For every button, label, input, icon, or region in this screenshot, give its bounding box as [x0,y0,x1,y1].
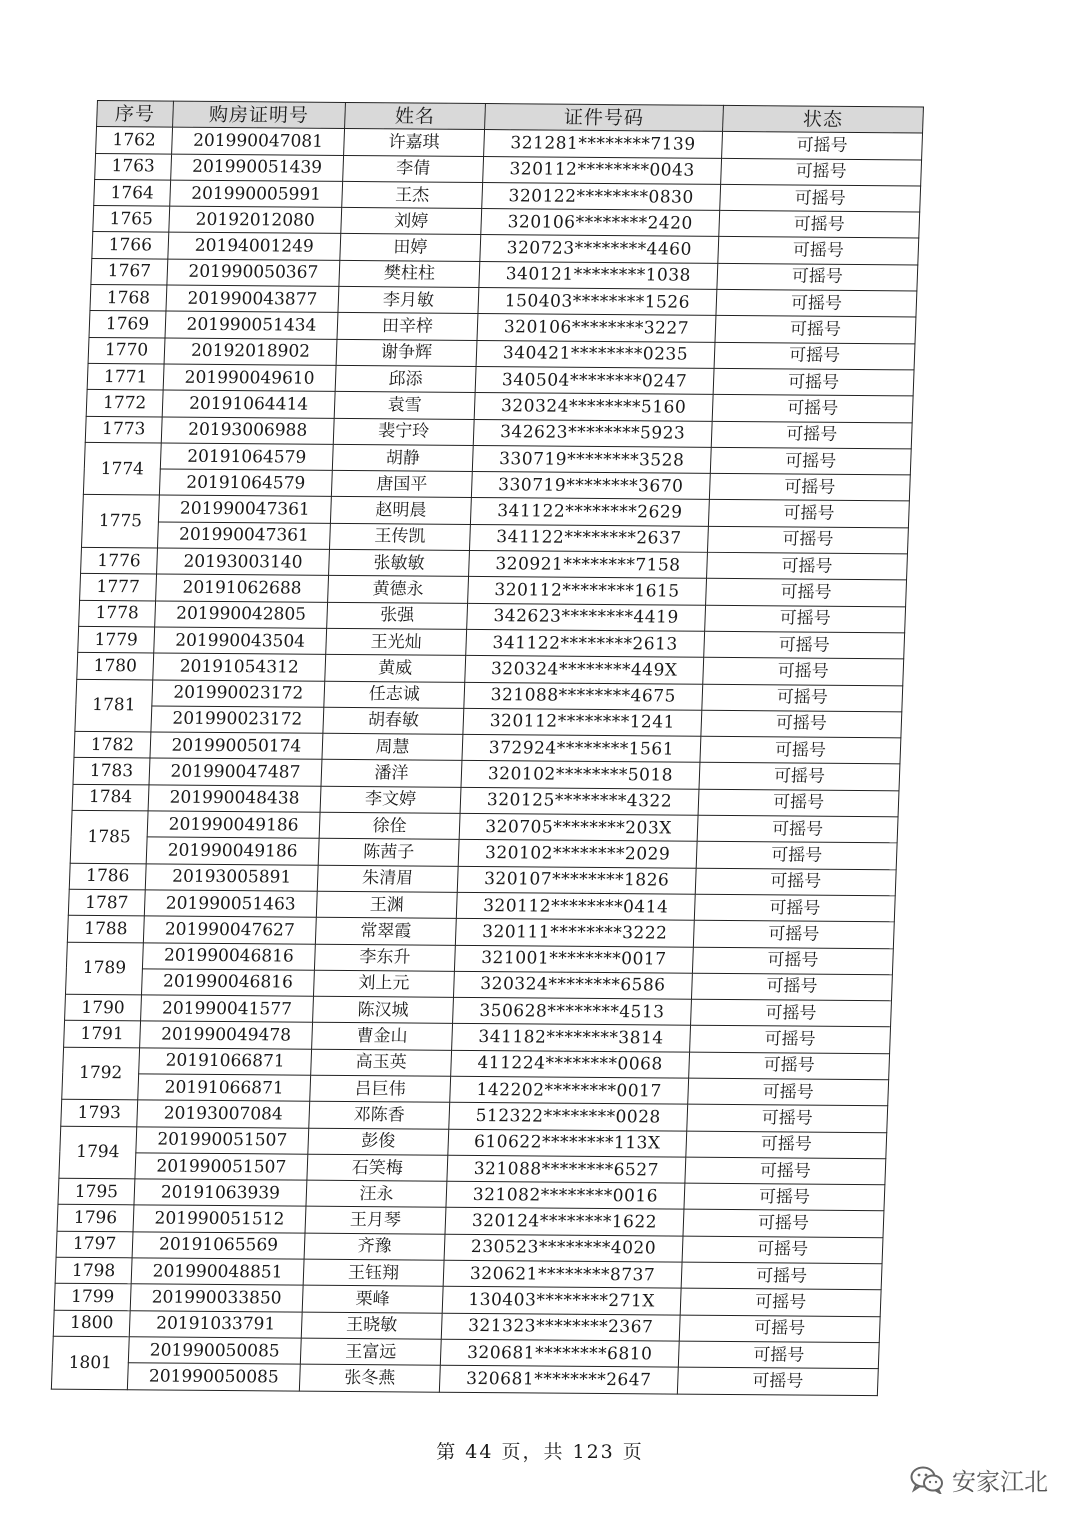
cell-id-number: 330719********3670 [471,472,710,500]
cell-status: 可摇号 [722,132,923,160]
cell-name: 彭俊 [308,1128,449,1155]
cell-status: 可摇号 [693,920,894,948]
table-row [51,1362,878,1395]
cell-seq: 1787 [68,889,145,916]
cell-id-number: 320125********4322 [460,787,699,815]
cell-seq: 1792 [62,1047,140,1100]
cell-id-number: 342623********5923 [473,419,712,447]
cell-certificate-no: 201990051507 [135,1153,308,1181]
cell-seq: 1773 [85,416,162,443]
cell-status: 可摇号 [714,342,915,370]
cell-name: 王富远 [300,1338,441,1365]
cell-name: 张强 [327,602,468,629]
cell-certificate-no: 201990048851 [131,1258,304,1286]
cell-id-number: 320106********2420 [481,209,720,237]
cell-status: 可摇号 [681,1262,882,1290]
cell-seq: 1791 [64,1021,141,1048]
cell-status: 可摇号 [686,1131,887,1159]
cell-id-number: 340504********0247 [475,366,714,394]
cell-certificate-no: 201990051512 [133,1205,306,1233]
cell-seq: 1762 [96,127,173,154]
cell-id-number: 320102********2029 [458,840,697,868]
cell-certificate-no: 201990051439 [171,154,344,182]
cell-seq: 1797 [56,1231,133,1258]
cell-status: 可摇号 [710,447,911,475]
header-name: 姓名 [345,102,486,129]
cell-name: 陈茜子 [318,839,459,866]
cell-id-number: 320324********6586 [453,971,692,999]
cell-seq: 1769 [89,311,166,338]
cell-name: 王传凯 [329,523,470,550]
cell-name: 王光灿 [326,628,467,655]
cell-name: 唐国平 [331,471,472,498]
cell-seq: 1780 [77,653,154,680]
cell-status: 可摇号 [707,526,908,554]
cell-certificate-no: 20193006988 [161,417,334,445]
cell-certificate-no: 201990047627 [143,916,316,944]
cell-seq: 1798 [55,1257,132,1284]
cell-name: 朱清眉 [317,865,458,892]
wechat-icon [910,1466,944,1494]
cell-id-number: 321281********7139 [484,130,723,158]
cell-seq: 1794 [59,1126,137,1179]
cell-certificate-no: 201990051507 [136,1126,309,1154]
cell-status: 可摇号 [679,1315,880,1343]
cell-certificate-no: 201990023172 [152,679,325,707]
cell-id-number: 320621********8737 [443,1260,682,1288]
cell-name: 高玉英 [311,1049,452,1076]
cell-id-number: 321082********0016 [446,1181,685,1209]
cell-name: 张敏敏 [329,549,470,576]
cell-certificate-no: 201990047081 [172,127,345,155]
cell-status: 可摇号 [697,815,898,843]
cell-name: 李东升 [314,944,455,971]
cell-certificate-no: 20191066871 [139,1048,312,1076]
cell-name: 李文婷 [320,786,461,813]
cell-id-number: 330719********3528 [472,445,711,473]
cell-seq: 1786 [69,863,146,890]
cell-seq: 1770 [88,337,165,364]
cell-id-number: 340421********0235 [476,340,715,368]
cell-certificate-no: 201990049610 [163,364,336,392]
cell-seq: 1785 [70,810,148,863]
cell-seq: 1801 [51,1336,129,1389]
cell-status: 可摇号 [717,263,918,291]
cell-certificate-no: 201990047361 [157,522,330,550]
cell-id-number: 321088********4675 [464,682,703,710]
cell-name: 黄德永 [328,576,469,603]
cell-seq: 1779 [78,626,155,653]
cell-name: 石笑梅 [307,1154,448,1181]
cell-seq: 1776 [81,547,158,574]
cell-certificate-no: 20191066871 [138,1074,311,1102]
cell-certificate-no: 201990041577 [141,995,314,1023]
cell-certificate-no: 201990046816 [142,942,315,970]
cell-name: 胡静 [332,444,473,471]
cell-name: 袁雪 [334,392,475,419]
cell-status: 可摇号 [680,1288,881,1316]
header-id-number: 证件号码 [485,104,724,132]
cell-id-number: 320102********5018 [461,761,700,789]
cell-status: 可摇号 [677,1367,878,1395]
lottery-table [51,100,924,1396]
cell-name: 王渊 [316,891,457,918]
cell-name: 曹金山 [312,1023,453,1050]
cell-id-number: 341122********2629 [470,498,709,526]
cell-certificate-no: 20193003140 [157,548,330,576]
cell-status: 可摇号 [700,736,901,764]
watermark [910,1462,1048,1497]
cell-status: 可摇号 [703,658,904,686]
cell-certificate-no: 20194001249 [168,233,341,261]
cell-status: 可摇号 [691,999,892,1027]
cell-name: 任志诚 [324,681,465,708]
cell-name: 吕巨伟 [310,1075,451,1102]
cell-id-number: 320112********0414 [456,892,695,920]
cell-id-number: 411224********0068 [451,1050,690,1078]
cell-seq: 1789 [65,942,143,995]
cell-name: 常翠霞 [315,917,456,944]
cell-id-number: 341122********2613 [466,629,705,657]
cell-seq: 1768 [90,285,167,312]
cell-seq: 1765 [93,206,170,233]
cell-id-number: 512322********0028 [449,1103,688,1131]
cell-name: 王晓敏 [301,1312,442,1339]
cell-id-number: 320723********4460 [480,235,719,263]
cell-id-number: 320705********203X [459,813,698,841]
cell-status: 可摇号 [701,710,902,738]
cell-name: 徐佺 [319,812,460,839]
cell-name: 刘婷 [341,208,482,235]
cell-certificate-no: 201990043504 [154,627,327,655]
cell-name: 赵明晨 [330,497,471,524]
cell-status: 可摇号 [695,868,896,896]
cell-status: 可摇号 [688,1078,889,1106]
cell-status: 可摇号 [715,316,916,344]
cell-id-number: 341182********3814 [452,1024,691,1052]
cell-seq: 1775 [81,495,159,548]
cell-certificate-no: 201990047361 [158,495,331,523]
cell-status: 可摇号 [721,158,922,186]
cell-id-number: 320681********6810 [440,1339,679,1367]
cell-seq: 1772 [86,390,163,417]
cell-seq: 1793 [61,1100,138,1127]
cell-certificate-no: 201990042805 [155,601,328,629]
cell-seq: 1774 [83,442,161,495]
cell-id-number: 340121********1038 [479,261,718,289]
cell-certificate-no: 20191033791 [129,1310,302,1338]
cell-seq: 1767 [91,258,168,285]
cell-status: 可摇号 [705,605,906,633]
cell-id-number: 320122********0830 [482,182,721,210]
cell-certificate-no: 20191064579 [159,469,332,497]
cell-name: 刘上元 [313,970,454,997]
cell-id-number: 350628********4513 [453,997,692,1025]
header-certificate-no: 购房证明号 [173,101,346,129]
cell-certificate-no: 20191063939 [134,1179,307,1207]
cell-id-number: 320112********1241 [463,708,702,736]
cell-seq: 1778 [79,600,156,627]
cell-certificate-no: 201990050085 [128,1337,301,1365]
cell-status: 可摇号 [696,842,897,870]
cell-certificate-no: 20193005891 [145,864,318,892]
cell-id-number: 321323********2367 [441,1313,680,1341]
cell-id-number: 321088********6527 [447,1155,686,1183]
cell-name: 李月敏 [338,286,479,313]
cell-name: 李倩 [343,155,484,182]
cell-certificate-no: 20192018902 [164,338,337,366]
cell-status: 可摇号 [694,894,895,922]
cell-name: 谢争辉 [336,339,477,366]
cell-certificate-no: 20191062688 [156,574,329,602]
cell-status: 可摇号 [706,579,907,607]
cell-seq: 1796 [57,1205,134,1232]
cell-certificate-no: 201990050085 [127,1363,300,1391]
cell-status: 可摇号 [718,237,919,265]
document-sheet [51,100,923,1396]
cell-seq: 1763 [95,153,172,180]
cell-certificate-no: 201990050174 [150,732,323,760]
cell-certificate-no: 201990049186 [147,811,320,839]
cell-status: 可摇号 [704,631,905,659]
cell-name: 许嘉琪 [344,129,485,156]
cell-id-number: 130403********271X [442,1287,681,1315]
cell-name: 栗峰 [302,1286,443,1313]
cell-id-number: 320124********1622 [445,1208,684,1236]
cell-name: 樊柱柱 [339,260,480,287]
cell-certificate-no: 201990046816 [141,969,314,997]
cell-name: 胡春敏 [323,707,464,734]
cell-id-number: 320106********3227 [477,314,716,342]
cell-certificate-no: 20193007084 [137,1100,310,1128]
cell-status: 可摇号 [689,1052,890,1080]
cell-status: 可摇号 [711,421,912,449]
page-number: 第 44 页，共 123 页 [436,1441,644,1463]
cell-status: 可摇号 [712,395,913,423]
cell-status: 可摇号 [690,1026,891,1054]
cell-status: 可摇号 [687,1104,888,1132]
header-seq: 序号 [97,101,174,128]
cell-name: 汪永 [306,1180,447,1207]
watermark-text: 安家江北 [952,1468,1048,1496]
cell-seq: 1788 [67,916,144,943]
cell-seq: 1784 [72,784,149,811]
cell-id-number: 320112********0043 [483,156,722,184]
cell-name: 王杰 [342,181,483,208]
cell-seq: 1783 [73,758,150,785]
cell-certificate-no: 201990048438 [148,785,321,813]
cell-status: 可摇号 [702,684,903,712]
cell-name: 张冬燕 [299,1364,440,1391]
cell-certificate-no: 20191064414 [162,390,335,418]
cell-status: 可摇号 [713,368,914,396]
cell-name: 王月琴 [305,1207,446,1234]
cell-seq: 1764 [94,179,171,206]
cell-name: 田婷 [340,234,481,261]
cell-id-number: 320107********1826 [457,866,696,894]
cell-seq: 1795 [58,1178,135,1205]
cell-id-number: 321001********0017 [454,945,693,973]
cell-status: 可摇号 [691,973,892,1001]
cell-seq: 1766 [92,232,169,259]
cell-name: 齐豫 [304,1233,445,1260]
cell-certificate-no: 201990049478 [140,1021,313,1049]
table-body [51,127,922,1395]
cell-name: 邱添 [335,365,476,392]
cell-certificate-no: 20191054312 [153,653,326,681]
cell-name: 王钰翔 [303,1259,444,1286]
cell-name: 潘洋 [321,760,462,787]
cell-certificate-no: 201990049186 [146,837,319,865]
cell-id-number: 142202********0017 [450,1076,689,1104]
cell-id-number: 320112********1615 [468,577,707,605]
cell-seq: 1782 [74,731,151,758]
cell-status: 可摇号 [708,500,909,528]
cell-seq: 1790 [65,994,142,1021]
cell-certificate-no: 201990023172 [151,706,324,734]
cell-id-number: 150403********1526 [478,288,717,316]
cell-certificate-no: 20191064579 [160,443,333,471]
cell-name: 裴宁玲 [333,418,474,445]
cell-id-number: 610622********113X [448,1129,687,1157]
cell-certificate-no: 201990051434 [165,311,338,339]
cell-seq: 1781 [75,679,153,732]
cell-id-number: 372924********1561 [462,735,701,763]
cell-name: 黄威 [325,655,466,682]
cell-status: 可摇号 [683,1210,884,1238]
cell-id-number: 320681********2647 [439,1365,678,1393]
cell-id-number: 320324********5160 [474,393,713,421]
cell-seq: 1800 [53,1310,130,1337]
cell-name: 周慧 [322,733,463,760]
cell-id-number: 320111********3222 [455,919,694,947]
cell-status: 可摇号 [685,1157,886,1185]
cell-status: 可摇号 [720,184,921,212]
cell-certificate-no: 201990033850 [130,1284,303,1312]
cell-status: 可摇号 [716,289,917,317]
cell-status: 可摇号 [692,947,893,975]
cell-certificate-no: 20192012080 [169,206,342,234]
cell-certificate-no: 201990050367 [167,259,340,287]
cell-certificate-no: 20191065569 [132,1232,305,1260]
cell-certificate-no: 201990047487 [149,758,322,786]
cell-id-number: 341122********2637 [469,524,708,552]
cell-name: 陈汉城 [313,996,454,1023]
header-status: 状态 [723,105,924,133]
cell-status: 可摇号 [699,763,900,791]
cell-id-number: 230523********4020 [444,1234,683,1262]
cell-status: 可摇号 [678,1341,879,1369]
cell-name: 邓陈香 [309,1101,450,1128]
cell-seq: 1799 [54,1284,131,1311]
cell-status: 可摇号 [698,789,899,817]
cell-seq: 1771 [87,363,164,390]
cell-certificate-no: 201990005991 [170,180,343,208]
cell-status: 可摇号 [682,1236,883,1264]
cell-status: 可摇号 [707,552,908,580]
cell-id-number: 320921********7158 [469,550,708,578]
cell-status: 可摇号 [719,211,920,239]
cell-seq: 1777 [80,574,157,601]
cell-name: 田辛梓 [337,313,478,340]
cell-certificate-no: 201990043877 [166,285,339,313]
cell-id-number: 320324********449X [465,656,704,684]
cell-status: 可摇号 [684,1183,885,1211]
cell-status: 可摇号 [709,473,910,501]
cell-certificate-no: 201990051463 [144,890,317,918]
cell-id-number: 342623********4419 [467,603,706,631]
